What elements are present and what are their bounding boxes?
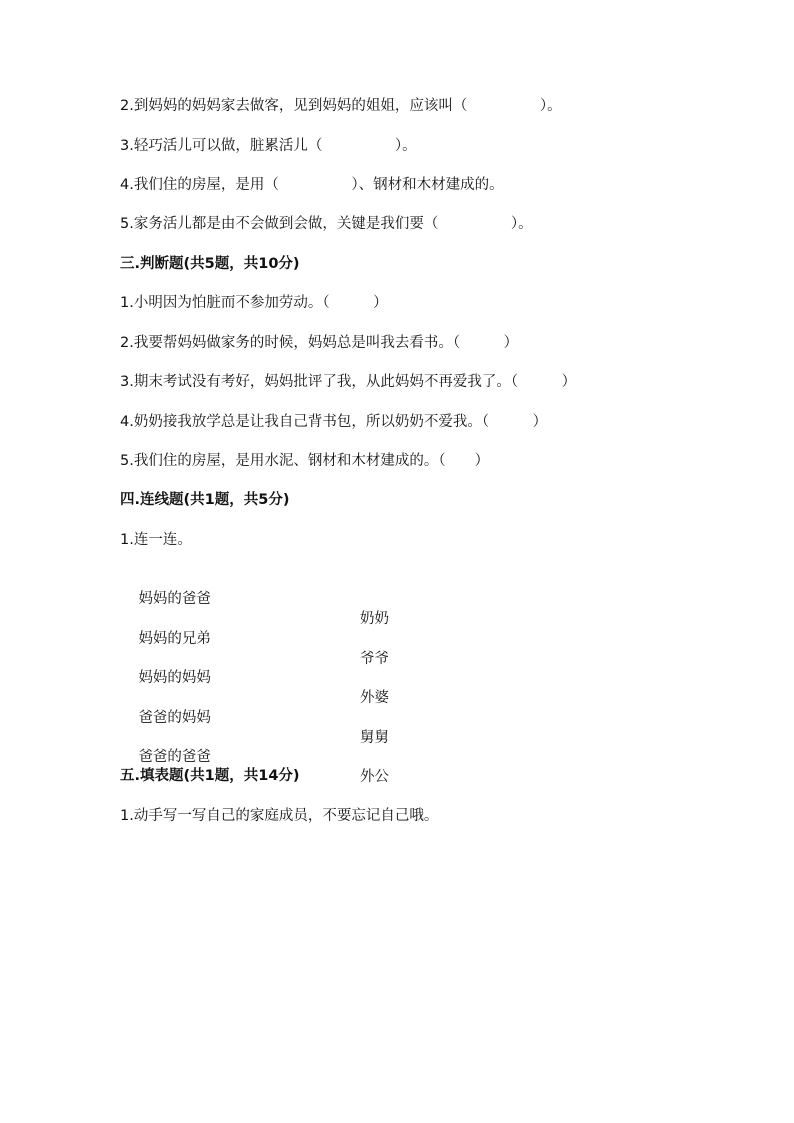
- matching-right-item: 奶奶: [360, 611, 389, 627]
- matching-left-item: 妈妈的爸爸: [138, 591, 211, 607]
- fill-blank-question-3: 3.轻巧活儿可以做，脏累活儿（ ）。: [120, 138, 417, 154]
- section-4-heading: 四.连线题(共1题，共5分): [120, 492, 290, 508]
- section-5-heading: 五.填表题(共1题，共14分): [120, 768, 300, 784]
- fill-blank-question-4: 4.我们住的房屋，是用（ ）、钢材和木材建成的。: [120, 177, 504, 193]
- table-question-1: 1.动手写一写自己的家庭成员，不要忘记自己哦。: [120, 808, 439, 824]
- matching-question-1: 1.连一连。: [120, 532, 192, 548]
- judge-question-3: 3.期末考试没有考好，妈妈批评了我，从此妈妈不再爱我了。（ ）: [120, 374, 577, 390]
- matching-left-item: 妈妈的兄弟: [138, 631, 211, 647]
- fill-blank-question-2: 2.到妈妈的妈妈家去做客，见到妈妈的姐姐，应该叫（ ）。: [120, 98, 562, 114]
- judge-question-4: 4.奶奶接我放学总是让我自己背书包，所以奶奶不爱我。（ ）: [120, 414, 548, 430]
- section-3-heading: 三.判断题(共5题，共10分): [120, 256, 300, 272]
- judge-question-2: 2.我要帮妈妈做家务的时候，妈妈总是叫我去看书。（ ）: [120, 335, 519, 351]
- matching-right-item: 舅舅: [360, 730, 389, 746]
- matching-right-item: 爷爷: [360, 651, 389, 667]
- matching-left-item: 爸爸的爸爸: [138, 749, 211, 765]
- matching-right-item: 外公: [360, 769, 389, 785]
- fill-blank-question-5: 5.家务活儿都是由不会做到会做，关键是我们要（ ）。: [120, 216, 533, 232]
- matching-right-item: 外婆: [360, 690, 389, 706]
- judge-question-1: 1.小明因为怕脏而不参加劳动。（ ）: [120, 295, 388, 311]
- judge-question-5: 5.我们住的房屋，是用水泥、钢材和木材建成的。（ ）: [120, 453, 490, 469]
- matching-left-item: 妈妈的妈妈: [138, 670, 211, 686]
- matching-left-item: 爸爸的妈妈: [138, 710, 211, 726]
